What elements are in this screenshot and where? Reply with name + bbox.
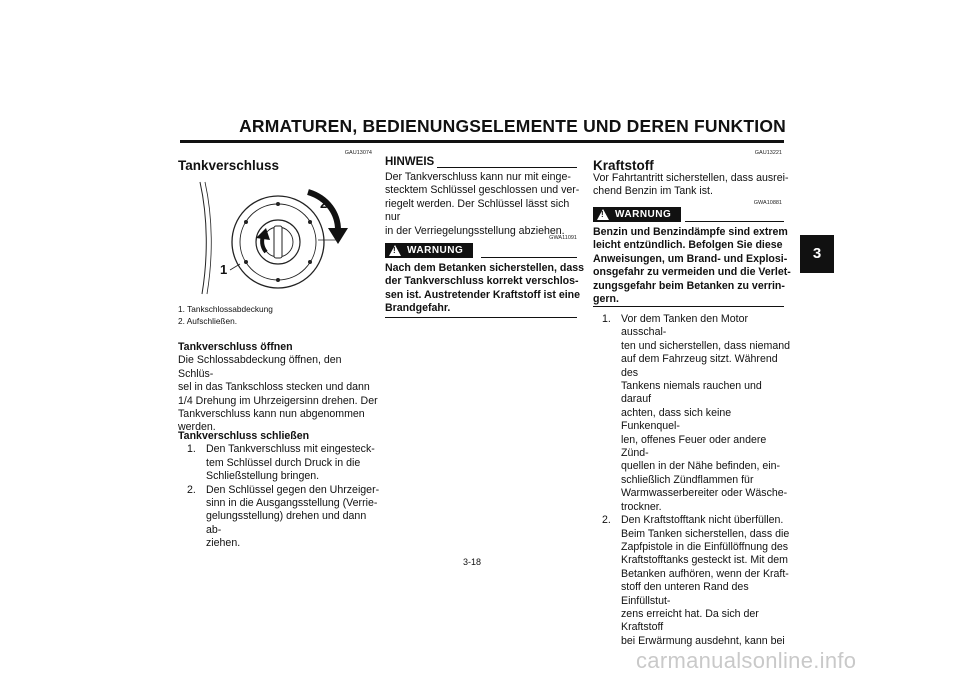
close-heading: Tankverschluss schließen xyxy=(178,430,310,442)
warning-rule xyxy=(481,257,577,258)
callout-1: 1 xyxy=(220,262,228,277)
open-text-line: sel in das Tankschloss stecken und dann xyxy=(178,381,370,394)
section-code: GAU13074 xyxy=(344,150,372,156)
section-heading-kraftstoff: Kraftstoff xyxy=(593,158,654,173)
warning-text: Benzin und Benzindämpfe sind extrem leicht entzündlich. Befolgen Sie diese Anweisungen, um Brand- und Explosi- onsgefahr zu vermeiden und die Verlet- zungsgefahr beim Betanken zu verrin- gern. xyxy=(593,226,791,306)
fuel-cap-drawing xyxy=(178,178,374,296)
caption-2: 2. Aufschließen. xyxy=(178,316,238,326)
hinweis-text: Der Tankverschluss kann nur mit einge- stecktem Schlüssel geschlossen und ver- riegelt werden. Der Schlüssel lässt sich nur in der Verriegelungsstellung abziehen. xyxy=(385,171,580,237)
warning-badge: ! WARNUNG xyxy=(385,243,473,258)
open-text-line: Tankverschluss kann nun abgenommen xyxy=(178,408,365,421)
section-heading-tankverschluss: Tankverschluss xyxy=(178,158,280,173)
warning-header xyxy=(593,207,784,223)
close-section xyxy=(178,430,383,551)
warning-badge: ! WARNUNG xyxy=(593,207,681,222)
warning-triangle-icon: ! xyxy=(597,209,609,220)
page-number: 3-18 xyxy=(463,557,482,567)
list-item: 1. Den Tankverschluss mit eingesteck- tem Schlüssel durch Druck in die Schließstellung bringen. xyxy=(187,443,375,483)
watermark: carmanualsonline.info xyxy=(636,648,857,673)
warning-header xyxy=(385,243,577,259)
warning-code: GWA10881 xyxy=(753,200,782,206)
list-item: 2. Den Schlüssel gegen den Uhrzeiger- sinn in die Ausgangsstellung (Verrie- gelungsstellung) drehen und dann ab- ziehen. xyxy=(187,483,380,550)
kraftstoff-steps xyxy=(602,313,792,648)
warning-triangle-icon: ! xyxy=(389,245,401,256)
header-rule xyxy=(180,140,784,143)
caption-1: 1. Tankschlossabdeckung xyxy=(178,304,273,314)
list-item: 1. Vor dem Tanken den Motor ausschal- ten und sicherstellen, dass niemand auf dem Fahrzeug sitzt. Während des Tankens niemals rauchen und darauf achten, dass sich keine Funkenquel- len, offenes Feuer oder andere Zünd- quellen in der Nähe befinden, ein- schließlich Zündflammen für Warmwasserbereiter oder Wäsche- trockner. xyxy=(602,313,791,513)
hinweis-header xyxy=(385,156,577,170)
warning-end-rule xyxy=(385,317,577,318)
open-text-line: Die Schlossabdeckung öffnen, den Schlüs- xyxy=(178,354,342,380)
open-text-line: 1/4 Drehung im Uhrzeigersinn drehen. Der xyxy=(178,394,378,407)
callout-2: 2 xyxy=(320,196,328,211)
figure-captions xyxy=(178,303,273,327)
page-header-title: ARMATUREN, BEDIENUNGSELEMENTE UND DEREN FUNKTION xyxy=(239,116,786,136)
hinweis-label: HINWEIS xyxy=(385,156,435,168)
open-heading: Tankverschluss öffnen xyxy=(178,341,293,353)
open-section xyxy=(178,341,378,435)
open-text-line: werden. xyxy=(178,421,216,434)
fuel-cap-illustration xyxy=(178,178,374,296)
warning-rule xyxy=(685,221,784,222)
warning-end-rule xyxy=(593,306,784,307)
warning-text: Nach dem Betanken sicherstellen, dass der Tankverschluss korrekt verschlos- sen ist. Austretender Kraftstoff ist eine Brandgefahr. xyxy=(385,262,585,315)
hinweis-rule xyxy=(437,167,577,168)
list-item: 2. Den Kraftstofftank nicht überfüllen. Beim Tanken sicherstellen, dass die Zapfpistole in die Einfüllöffnung des Kraftstofftanks gesteckt ist. Mit dem Betanken aufhören, wenn der Kraft- stoff den unteren Rand des Einfüllstut- zens erreicht hat. Da sich der Kraftstoff bei Erwärmung ausdehnt, kann bei xyxy=(602,514,790,647)
warning-code: GWA11091 xyxy=(549,235,577,241)
section-code: GAU13221 xyxy=(754,150,782,156)
chapter-tab: 3 xyxy=(800,235,834,273)
kraftstoff-intro: Vor Fahrtantritt sicherstellen, dass ausrei- chend Benzin im Tank ist. xyxy=(593,172,789,198)
